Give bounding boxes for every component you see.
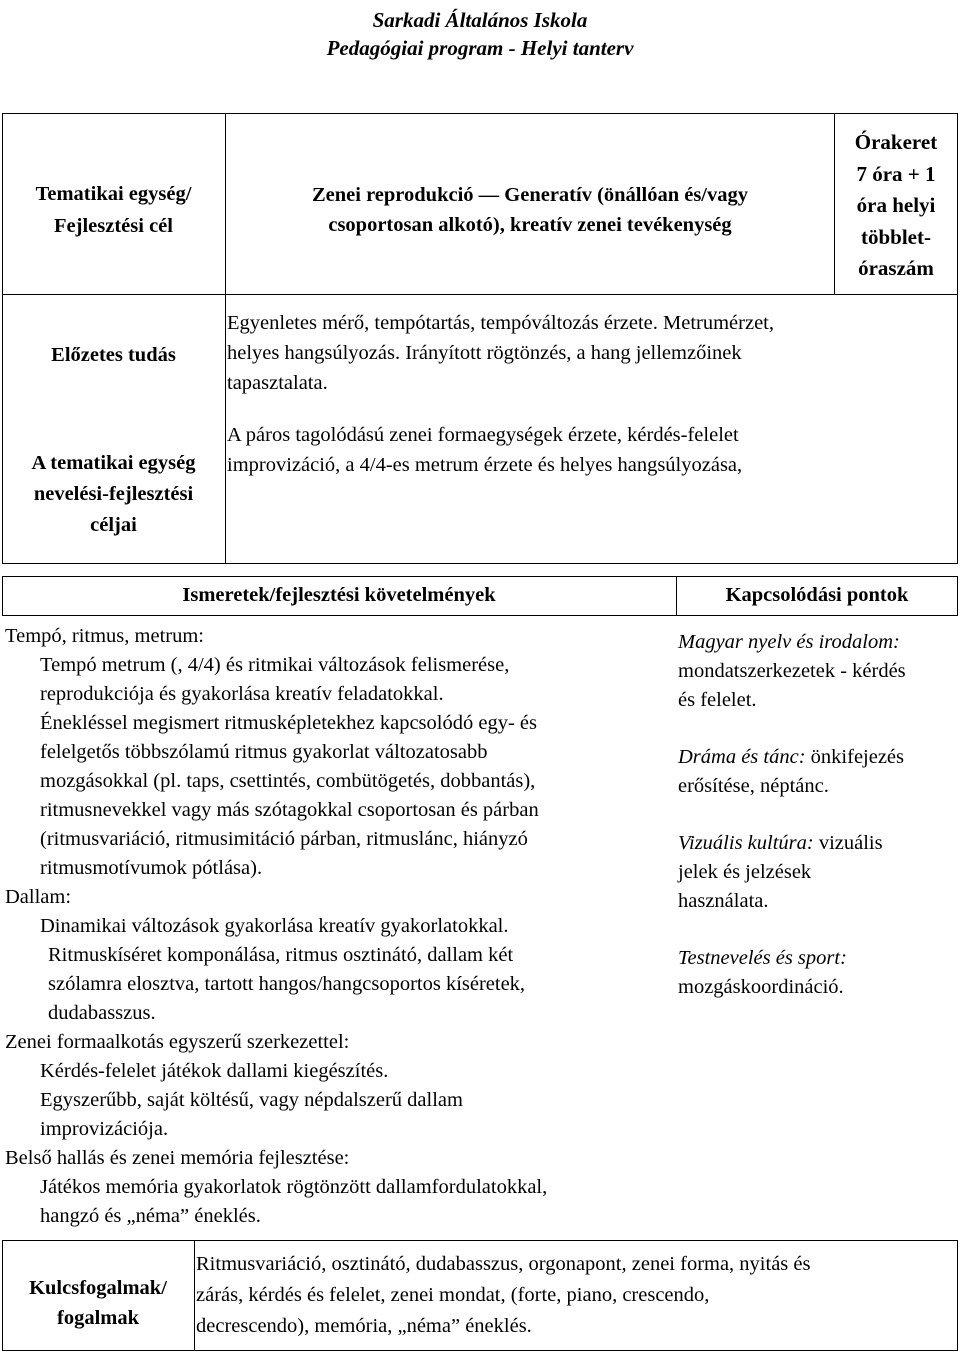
list-item: Játékos memória gyakorlatok rögtönzött dallamfordulatokkal, xyxy=(40,1176,548,1198)
list-item: dudabasszus. xyxy=(48,1002,156,1024)
list-item: Egyszerűbb, saját költésű, vagy népdalszerű dallam xyxy=(40,1089,463,1111)
list-item: felelgetős többszólamú ritmus gyakorlat változatosabb xyxy=(40,741,488,763)
section-heading: Tempó, ritmus, metrum: xyxy=(5,625,204,647)
top-table-border-top xyxy=(2,113,958,114)
list-item: ritmusmotívumok pótlása). xyxy=(40,857,263,879)
document-title: Pedagógiai program - Helyi tanterv xyxy=(326,36,634,60)
goals-label: A tematikai egység nevelési-fejlesztési céljai xyxy=(31,452,196,536)
list-item: ritmusnevekkel vagy más szótagokkal csoportosan és párban xyxy=(40,799,539,821)
list-item: Ritmuskíséret komponálása, ritmus osztinátó, dallam két xyxy=(48,944,514,966)
connection-drama: Dráma és tánc: önkifejezés erősítése, néptánc. xyxy=(678,746,905,797)
section-heading: Dallam: xyxy=(5,886,72,908)
key-table-border-bottom xyxy=(2,1350,958,1351)
prior-knowledge-text: Egyenletes mérő, tempótartás, tempóváltozás érzete. Metrumérzet, helyes hangsúlyozás. Irányított rögtönzés, a hang jellemzőinek tapasztalata. xyxy=(227,312,775,394)
list-item: hangzó és „néma” éneklés. xyxy=(40,1205,261,1227)
unit-title: Zenei reprodukció — Generatív (önállóan és/vagy csoportosan alkotó), kreatív zenei tevékenység xyxy=(311,184,748,236)
unit-label: Tematikai egység/ Fejlesztési cél xyxy=(35,183,192,237)
connections-header: Kapcsolódási pontok xyxy=(725,584,909,606)
top-table-border-bottom xyxy=(2,563,958,564)
requirements-list xyxy=(5,622,675,1231)
main-table-header-divider xyxy=(2,615,958,616)
prior-knowledge-label: Előzetes tudás xyxy=(51,344,176,366)
connections-list xyxy=(678,628,960,1002)
main-table-border-right xyxy=(957,576,958,616)
connection-vizualis: Vizuális kultúra: vizuális jelek és jelzések használata. xyxy=(678,832,883,912)
list-item: Dinamikai változások gyakorlása kreatív gyakorlatokkal. xyxy=(40,915,509,937)
school-name: Sarkadi Általános Iskola xyxy=(372,8,588,32)
list-item: reprodukciója és gyakorlása kreatív feladatokkal. xyxy=(40,683,444,705)
hours-cell: Órakeret 7 óra + 1 óra helyi többlet- óraszám xyxy=(854,130,938,280)
key-table-col-divider xyxy=(194,1240,195,1351)
requirements-header: Ismeretek/fejlesztési követelmények xyxy=(182,584,496,606)
goals-text: A páros tagolódású zenei formaegységek érzete, kérdés-felelet improvizáció, a 4/4-es metrum érzete és helyes hangsúlyozása, xyxy=(227,424,743,476)
main-table-border-top xyxy=(2,576,958,577)
top-table-border-right xyxy=(957,113,958,564)
list-item: mozgásokkal (pl. taps, csettintés, combütögetés, dobbantás), xyxy=(40,770,536,792)
list-item: Kérdés-felelet játékok dallami kiegészítés. xyxy=(40,1060,389,1082)
list-item: szólamra elosztva, tartott hangos/hangcsoportos kíséretek, xyxy=(48,973,526,995)
key-concepts-text: Ritmusvariáció, osztinátó, dudabasszus, orgonapont, zenei forma, nyitás és zárás, kérdés és felelet, zenei mondat, (forte, piano, crescendo, decrescendo), memória, „néma” éneklés. xyxy=(196,1253,811,1337)
page-header xyxy=(0,6,960,62)
section-heading: Belső hallás és zenei memória fejlesztése: xyxy=(5,1147,350,1169)
list-item: improvizációja. xyxy=(40,1118,169,1140)
connection-testneveles: Testnevelés és sport: mozgáskoordináció. xyxy=(678,947,847,998)
connection-magyar: Magyar nyelv és irodalom: mondatszerkezetek - kérdés és felelet. xyxy=(678,631,906,711)
key-concepts-label: Kulcsfogalmak/ fogalmak xyxy=(29,1277,167,1329)
key-table-border-top xyxy=(2,1240,958,1241)
list-item: (ritmusvariáció, ritmusimitáció párban, ritmuslánc, hiányzó xyxy=(40,828,528,850)
section-heading: Zenei formaalkotás egyszerű szerkezettel: xyxy=(5,1031,350,1053)
list-item: Tempó metrum (, 4/4) és ritmikai változások felismerése, xyxy=(40,654,510,676)
list-item: Énekléssel megismert ritmusképletekhez kapcsolódó egy- és xyxy=(40,712,537,734)
top-table-row-divider xyxy=(2,294,958,295)
